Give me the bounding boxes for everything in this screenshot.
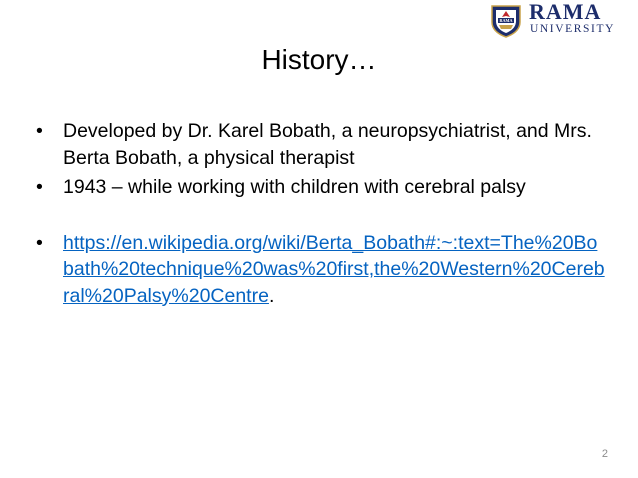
logo-subtitle: UNIVERSITY — [530, 23, 615, 35]
bullet-text: Developed by Dr. Karel Bobath, a neuropsychiatrist, and Mrs. Berta Bobath, a physical therapist — [63, 120, 592, 169]
slide-title: History… — [261, 44, 377, 75]
bullet-item-link — [36, 230, 606, 310]
bullet-item — [36, 118, 606, 171]
bullet-marker: • — [36, 231, 43, 254]
bullet-list — [36, 118, 606, 309]
bullet-text: 1943 – while working with children with cerebral palsy — [63, 176, 526, 198]
bullet-item — [36, 174, 606, 201]
link-suffix: . — [268, 284, 275, 307]
bullet-marker: • — [36, 120, 43, 142]
wikipedia-link[interactable]: https://en.wikipedia.org/wiki/Berta_Bobath#:~:text=The%20Bobath%20technique%20was%20first,the%20Western%20Cerebral%20Palsy%20Centre — [63, 231, 605, 307]
logo-wordmark: RAMA — [529, 0, 602, 24]
page-number: 2 — [601, 448, 608, 460]
svg-text:RAMA: RAMA — [499, 18, 513, 23]
bullet-marker: • — [36, 176, 43, 198]
university-logo — [487, 2, 633, 38]
university-seal-icon — [487, 2, 525, 38]
